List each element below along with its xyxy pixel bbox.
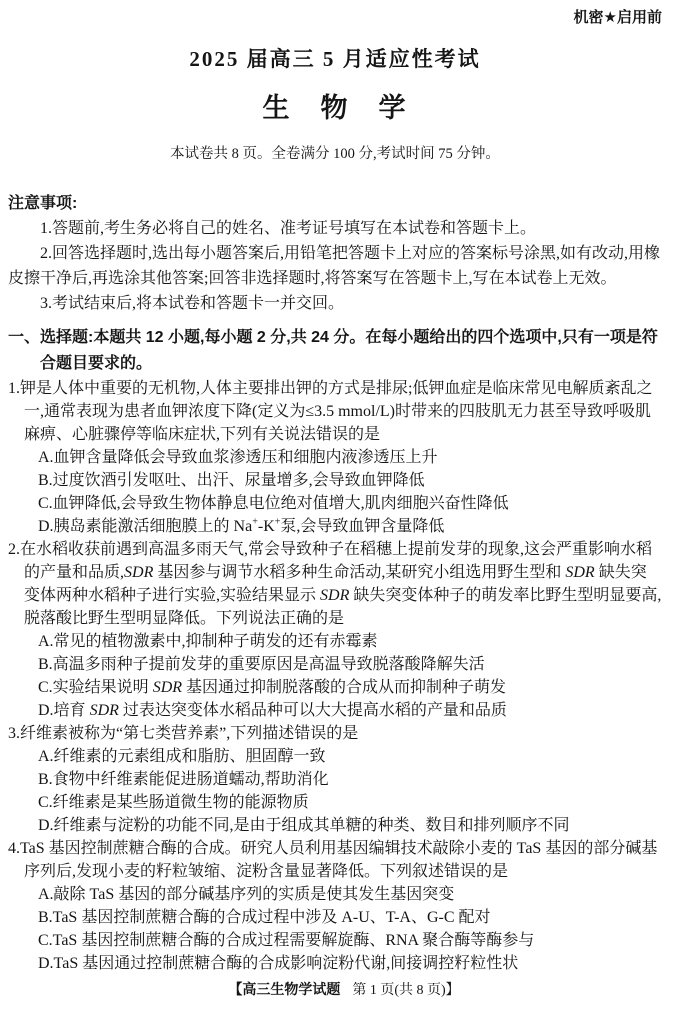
question-2-option-a: A.常见的植物激素中,抑制种子萌发的还有赤霉素 bbox=[38, 633, 378, 650]
questions-block bbox=[8, 377, 662, 975]
note-item-2: 2.回答选择题时,选出每小题答案后,用铅笔把答题卡上对应的答案标号涂黑,如有改动,用橡皮擦干净后,再选涂其他答案;回答非选择题时,将答案写在答题卡上,写在本试卷上无效。 bbox=[8, 245, 661, 287]
question-1-option-a: A.血钾含量降低会导致血浆渗透压和细胞内液渗透压上升 bbox=[38, 449, 438, 466]
page-footer bbox=[0, 979, 688, 999]
question-2-stem-text: 在水稻收获前遇到高温多雨天气,常会导致种子在稻穗上提前发芽的现象,这会严重影响水稻的产量和品质,SDR 基因参与调节水稻多种生命活动,某研究小组选用野生型和 SDR 缺失突变体两种水稻种子进行实验,实验结果显示 SDR 缺失突变体种子的萌发率比野生型明显要高,脱落酸比野生型明显降低。下列说法正确的是 bbox=[20, 541, 662, 627]
question-1-option-b: B.过度饮酒引发呕吐、出汗、尿量增多,会导致血钾降低 bbox=[38, 472, 425, 489]
question-3-stem bbox=[8, 722, 662, 745]
question-4-number: 4. bbox=[8, 840, 20, 857]
question-2-option-d: D.培育 SDR 过表达突变体水稻品种可以大大提高水稻的产量和品质 bbox=[38, 702, 507, 719]
footer-paper-title: 【高三生物学试题 bbox=[228, 981, 341, 997]
notes-heading: 注意事项: bbox=[8, 195, 78, 212]
question-1-stem-text: 钾是人体中重要的无机物,人体主要排出钾的方式是排尿;低钾血症是临床常见电解质紊乱之一,通常表现为患者血钾浓度下降(定义为≤3.5 mmol/L)时带来的四肢肌无力甚至导致呼吸肌麻痹、心脏骤停等临床症状,下列有关说法错误的是 bbox=[20, 380, 653, 443]
question-1-option-d: D.胰岛素能激活细胞膜上的 Na+-K+泵,会导致血钾含量降低 bbox=[38, 516, 445, 535]
security-label: 机密★启用前 bbox=[573, 9, 662, 26]
question-2 bbox=[8, 538, 662, 722]
question-2-stem bbox=[8, 538, 662, 630]
question-2-number: 2. bbox=[8, 541, 20, 558]
question-1-stem bbox=[8, 377, 662, 446]
question-4-option-d: D.TaS 基因通过控制蔗糖合酶的合成影响淀粉代谢,间接调控籽粒性状 bbox=[38, 955, 519, 972]
question-3-option-d: D.纤维素与淀粉的功能不同,是由于组成其单糖的种类、数目和排列顺序不同 bbox=[38, 817, 570, 834]
question-3-option-a: A.纤维素的元素组成和脂肪、胆固醇一致 bbox=[38, 748, 326, 765]
footer-page-number: 第 1 页(共 8 页)】 bbox=[352, 983, 460, 998]
question-3-option-c: C.纤维素是某些肠道微生物的能源物质 bbox=[38, 794, 309, 811]
question-1 bbox=[8, 377, 662, 538]
question-3-stem-text: 纤维素被称为“第七类营养素”,下列描述错误的是 bbox=[20, 725, 359, 742]
paper-info: 本试卷共 8 页。全卷满分 100 分,考试时间 75 分钟。 bbox=[170, 146, 500, 162]
question-1-number: 1. bbox=[8, 380, 20, 397]
notes-section bbox=[8, 192, 662, 316]
question-3 bbox=[8, 722, 662, 837]
question-2-option-c: C.实验结果说明 SDR 基因通过抑制脱落酸的合成从而抑制种子萌发 bbox=[38, 679, 507, 696]
exam-title: 2025 届高三 5 月适应性考试 bbox=[189, 47, 481, 71]
question-1-option-c: C.血钾降低,会导致生物体静息电位绝对值增大,肌肉细胞兴奋性降低 bbox=[38, 495, 509, 512]
question-4-option-c: C.TaS 基因控制蔗糖合酶的合成过程需要解旋酶、RNA 聚合酶等酶参与 bbox=[38, 932, 535, 949]
note-item-3: 3.考试结束后,将本试卷和答题卡一并交回。 bbox=[40, 295, 345, 312]
question-3-number: 3. bbox=[8, 725, 20, 742]
question-2-option-b: B.高温多雨种子提前发芽的重要原因是高温导致脱落酸降解失活 bbox=[38, 656, 485, 673]
section-heading: 一、选择题:本题共 12 小题,每小题 2 分,共 24 分。在每小题给出的四个选项中,只有一项是符合题目要求的。 bbox=[8, 329, 658, 372]
question-4-stem-text: TaS 基因控制蔗糖合酶的合成。研究人员利用基因编辑技术敲除小麦的 TaS 基因的部分碱基序列后,发现小麦的籽粒皱缩、淀粉含量显著降低。下列叙述错误的是 bbox=[20, 840, 658, 880]
subject-title: 生 物 学 bbox=[262, 93, 408, 123]
question-4-stem bbox=[8, 837, 662, 883]
question-4-option-b: B.TaS 基因控制蔗糖合酶的合成过程中涉及 A-U、T-A、G-C 配对 bbox=[38, 909, 491, 926]
note-item-1: 1.答题前,考生务必将自己的姓名、准考证号填写在本试卷和答题卡上。 bbox=[40, 220, 537, 237]
question-3-option-b: B.食物中纤维素能促进肠道蠕动,帮助消化 bbox=[38, 771, 329, 788]
question-4 bbox=[8, 837, 662, 975]
question-4-option-a: A.敲除 TaS 基因的部分碱基序列的实质是使其发生基因突变 bbox=[38, 886, 455, 903]
